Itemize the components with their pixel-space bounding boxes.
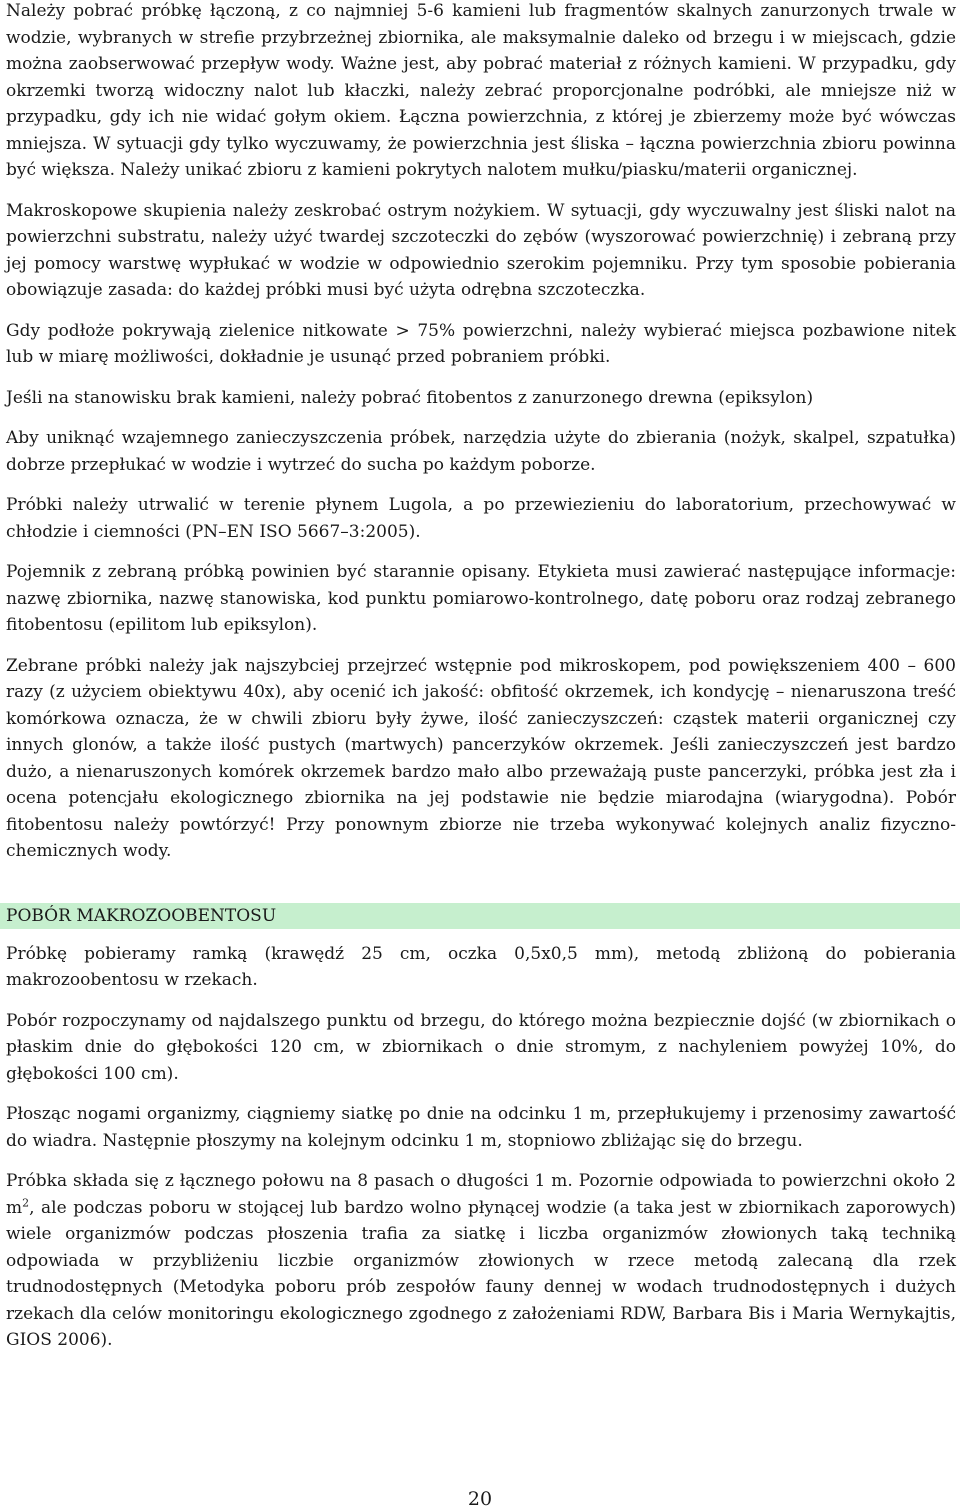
section-spacer bbox=[6, 879, 956, 903]
paragraph-microscope-check: Zebrane próbki należy jak najszybciej przejrzeć wstępnie pod mikroskopem, pod powiększeniem 400 – 600 razy (z użyciem obiektywu 40x), aby ocenić ich jakość: obfitość okrzemek, ich kondycję – nienaruszona treść komórkowa oznacza, że w chwili zbioru były żywe, ilość zanieczyszczeń: cząstek materii organicznej czy innych glonów, a także ilość pustych (martwych) pancerzyków okrzemek. Jeśli zanieczyszczeń jest bardzo dużo, a nienaruszonych komórek okrzemek bardzo mało albo przeważają puste pancerzyki, próbka jest zła i ocena potencjału ekologicznego zbiornika na jej podstawie nie będzie miarodajna (wiarygodna). Pobór fitobentosu należy powtórzyć! Przy ponownym zbiorze nie trzeba wykonywać kolejnych analiz fizyczno-chemicznych wody. bbox=[6, 655, 956, 861]
paragraph-contamination: Aby uniknąć wzajemnego zanieczyszczenia próbek, narzędzia użyte do zbierania (nożyk, skalpel, szpatułka) dobrze przepłukać w wodzie i wytrzeć do sucha po każdym poborze. bbox=[6, 428, 956, 475]
composition-text-start: Próbka składa się z łącznego połowu na 8 pasach o długości 1 m. Pozornie odpowiada to powierzchni około 2 m bbox=[6, 1171, 956, 1218]
document-page bbox=[6, 0, 956, 1368]
paragraph-start-point: Pobór rozpoczynamy od najdalszego punktu od brzegu, do którego można bezpiecznie dojść (w zbiornikach o płaskim dnie do głębokości 120 cm, w zbiornikach o dnie stromym, z nachyleniem powyżej 10%, do głębokości 100 cm). bbox=[6, 1010, 956, 1084]
paragraph-scraping: Makroskopowe skupienia należy zeskrobać ostrym nożykiem. W sytuacji, gdy wyczuwalny jest śliski nalot na powierzchni substratu, należy użyć twardej szczoteczki do zębów (wyszorować powierzchnię) i zebraną przy jej pomocy warstwę wypłukać w wodzie w odpowiednio szerokim pojemniku. Przy tym sposobie pobierania obowiązuje zasada: do każdej próbki musi być użyta odrębna szczoteczka. bbox=[6, 200, 956, 300]
paragraph-net-dragging: Płosząc nogami organizmy, ciągniemy siatkę po dnie na odcinku 1 m, przepłukujemy i przenosimy zawartość do wiadra. Następnie płoszymy na kolejnym odcinku 1 m, stopniowo zbliżając się do brzegu. bbox=[6, 1104, 956, 1151]
paragraph-labeling: Pojemnik z zebraną próbką powinien być starannie opisany. Etykieta musi zawierać następujące informacje: nazwę zbiornika, nazwę stanowiska, kod punktu pomiarowo-kontrolnego, datę poboru oraz rodzaj zebranego fitobentosu (epilitom lub epiksylon). bbox=[6, 562, 956, 635]
composition-text-end: , ale podczas poboru w stojącej lub bardzo wolno płynącej wodzie (a taka jest w zbiornikach zaporowych) wiele organizmów podczas płoszenia trafia za siatkę i liczba organizmów złowionych taką techniką odpowiada w przybliżeniu liczbie organizmów złowionych w rzece metodą zalecaną dla rzek trudnodostępnych (Metodyka poboru prób zespołów fauny dennej w wodach trudnodostępnych i dużych rzekach dla celów monitoringu ekologicznego zgodnego z założeniami RDW, Barbara Bis i Maria Wernykajtis, GIOS 2006). bbox=[6, 1197, 956, 1350]
squared-superscript: 2 bbox=[22, 1195, 30, 1209]
paragraph-preservation: Próbki należy utrwalić w terenie płynem Lugola, a po przewiezieniu do laboratorium, przechowywać w chłodzie i ciemności (PN–EN ISO 5667–3:2005). bbox=[6, 495, 956, 542]
paragraph-green-algae: Gdy podłoże pokrywają zielenice nitkowate > 75% powierzchni, należy wybierać miejsca pozbawione nitek lub w miarę możliwości, dokładnie je usunąć przed pobraniem próbki. bbox=[6, 320, 956, 367]
paragraph-sampling-stones: Należy pobrać próbkę łączoną, z co najmniej 5-6 kamieni lub fragmentów skalnych zanurzonych trwale w wodzie, wybranych w strefie przybrzeżnej zbiornika, ale maksymalnie daleko od brzegu i w miejscach, gdzie można zaobserwować przepływ wody. Ważne jest, aby pobrać materiał z różnych kamieni. W przypadku, gdy okrzemki tworzą widoczny nalot lub kłaczki, należy zebrać proporcjonalne podróbki, ale mniejsze niż w przypadku, gdy ich nie widać gołym okiem. Łączna powierzchnia, z której je zbierzemy może być wówczas mniejsza. W sytuacji gdy tylko wyczuwamy, że powierzchnia jest śliska – łączna powierzchnia zbioru powinna być większa. Należy unikać zbioru z kamieni pokrytych nalotem mułku/piasku/materii organicznej. bbox=[6, 1, 956, 180]
paragraph-frame-sampling: Próbkę pobieramy ramką (krawędź 25 cm, oczka 0,5x0,5 mm), metodą zbliżoną do pobierania makrozoobentosu w rzekach. bbox=[6, 943, 956, 990]
section-heading: POBÓR MAKROZOOBENTOSU bbox=[0, 903, 960, 929]
page-number: 20 bbox=[467, 1488, 493, 1510]
paragraph-no-stones: Jeśli na stanowisku brak kamieni, należy pobrać fitobentos z zanurzonego drewna (epiksylon) bbox=[6, 387, 814, 408]
paragraph-sample-composition bbox=[6, 1168, 956, 1354]
